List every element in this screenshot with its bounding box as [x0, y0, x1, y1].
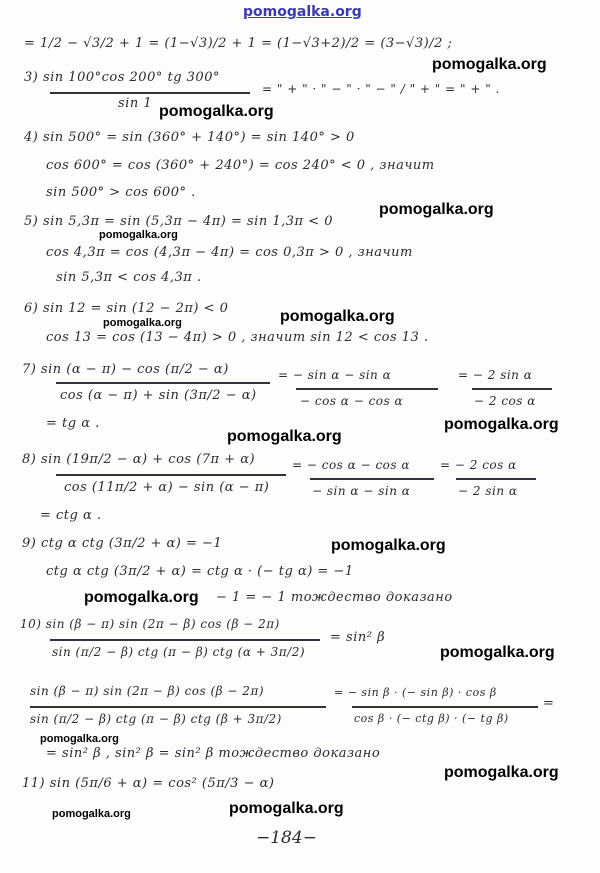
watermark: pomogalka.org	[444, 416, 559, 433]
item-5-line-1: 5) sin 5,3π = sin (5,3π − 4π) = sin 1,3π < 0	[24, 214, 333, 229]
watermark: pomogalka.org	[379, 201, 494, 218]
watermark: pomogalka.org	[432, 56, 547, 73]
item-6-line-2: cos 13 = cos (13 − 4π) > 0 , значит sin 12 < cos 13 .	[46, 330, 429, 345]
watermark: pomogalka.org	[229, 800, 344, 817]
item-10-denominator: sin (π/2 − β) ctg (π − β) ctg (α + 3π/2)	[52, 645, 306, 659]
watermark: pomogalka.org	[99, 229, 178, 241]
item-7-conclusion: = tg α .	[46, 416, 100, 431]
item-8-conclusion: = ctg α .	[40, 508, 102, 523]
item-3-result: = " + " · " − " · " − " / " + " = " + " .	[262, 82, 500, 96]
item-8-fraction-bar	[56, 474, 286, 476]
item-3-numerator: 3) sin 100°cos 200° tg 300°	[24, 70, 220, 85]
watermark-top: pomogalka.org	[243, 4, 362, 20]
item-3-fraction-bar	[50, 92, 250, 94]
item-8-step-bar	[310, 478, 434, 480]
item-11-line-1: 11) sin (5π/6 + α) = cos² (5π/3 − α)	[22, 776, 275, 791]
item-7-step-bar	[296, 388, 438, 390]
item-6-line-1: 6) sin 12 = sin (12 − 2π) < 0	[24, 301, 229, 316]
item-10-expand-numerator: sin (β − π) sin (2π − β) cos (β − 2π)	[30, 684, 265, 698]
item-10-equals: =	[543, 696, 555, 711]
page-number: −184−	[256, 828, 317, 848]
item-7-step-denominator: − cos α − cos α	[300, 394, 404, 408]
item-10-fraction-bar	[50, 639, 320, 641]
watermark: pomogalka.org	[280, 308, 395, 325]
item-8-result-denominator: − 2 sin α	[458, 484, 518, 498]
item-10-step-bar	[352, 706, 538, 708]
item-9-line-2: ctg α ctg (3π/2 + α) = ctg α · (− tg α) = −1	[46, 564, 354, 579]
line-1: = 1/2 − √3/2 + 1 = (1−√3)/2 + 1 = (1−√3+2)/2 = (3−√3)/2 ;	[24, 36, 453, 51]
item-10-expand-denominator: sin (π/2 − β) ctg (π − β) ctg (β + 3π/2)	[30, 712, 282, 726]
item-10-expand-bar	[30, 706, 326, 708]
item-10-step-denominator: cos β · (− ctg β) · (− tg β)	[354, 712, 509, 725]
item-5-line-3: sin 5,3π < cos 4,3π .	[56, 270, 202, 285]
item-10-conclusion: = sin² β , sin² β = sin² β тождество доказано	[46, 746, 381, 761]
item-7-result-denominator: − 2 cos α	[474, 394, 536, 408]
item-3-denominator: sin 1	[118, 96, 153, 111]
item-7-denominator: cos (α − π) + sin (3π/2 − α)	[60, 388, 257, 403]
watermark: pomogalka.org	[52, 808, 131, 820]
watermark: pomogalka.org	[159, 103, 274, 120]
item-10-step-numerator: = − sin β · (− sin β) · cos β	[334, 686, 497, 699]
item-9-line-3: − 1 = − 1 тождество доказано	[216, 590, 453, 605]
item-5-line-2: cos 4,3π = cos (4,3π − 4π) = cos 0,3π > 0 , значит	[46, 245, 413, 260]
item-7-fraction-bar	[56, 382, 270, 384]
watermark: pomogalka.org	[227, 428, 342, 445]
watermark: pomogalka.org	[444, 764, 559, 781]
item-7-numerator: 7) sin (α − π) − cos (π/2 − α)	[22, 362, 229, 377]
item-8-result-bar	[456, 478, 536, 480]
item-9-line-1: 9) ctg α ctg (3π/2 + α) = −1	[22, 536, 223, 551]
watermark: pomogalka.org	[103, 317, 182, 329]
watermark: pomogalka.org	[84, 589, 199, 606]
item-4-line-3: sin 500° > cos 600° .	[46, 185, 196, 200]
item-8-denominator: cos (11π/2 + α) − sin (α − π)	[64, 480, 270, 495]
watermark: pomogalka.org	[440, 644, 555, 661]
watermark: pomogalka.org	[40, 733, 119, 745]
item-8-step-denominator: − sin α − sin α	[312, 484, 411, 498]
item-7-result-bar	[472, 388, 552, 390]
item-10-numerator: 10) sin (β − π) sin (2π − β) cos (β − 2π)	[20, 617, 280, 631]
item-4-line-2: cos 600° = cos (360° + 240°) = cos 240° < 0 , значит	[46, 158, 435, 173]
item-8-result-numerator: = − 2 cos α	[440, 458, 517, 472]
item-7-result-numerator: = − 2 sin α	[458, 368, 533, 382]
item-4-line-1: 4) sin 500° = sin (360° + 140°) = sin 140° > 0	[24, 130, 355, 145]
item-8-step-numerator: = − cos α − cos α	[292, 458, 410, 472]
watermark: pomogalka.org	[331, 537, 446, 554]
item-8-numerator: 8) sin (19π/2 − α) + cos (7π + α)	[22, 452, 256, 467]
item-10-rhs: = sin² β	[330, 630, 386, 645]
item-7-step-numerator: = − sin α − sin α	[278, 368, 392, 382]
